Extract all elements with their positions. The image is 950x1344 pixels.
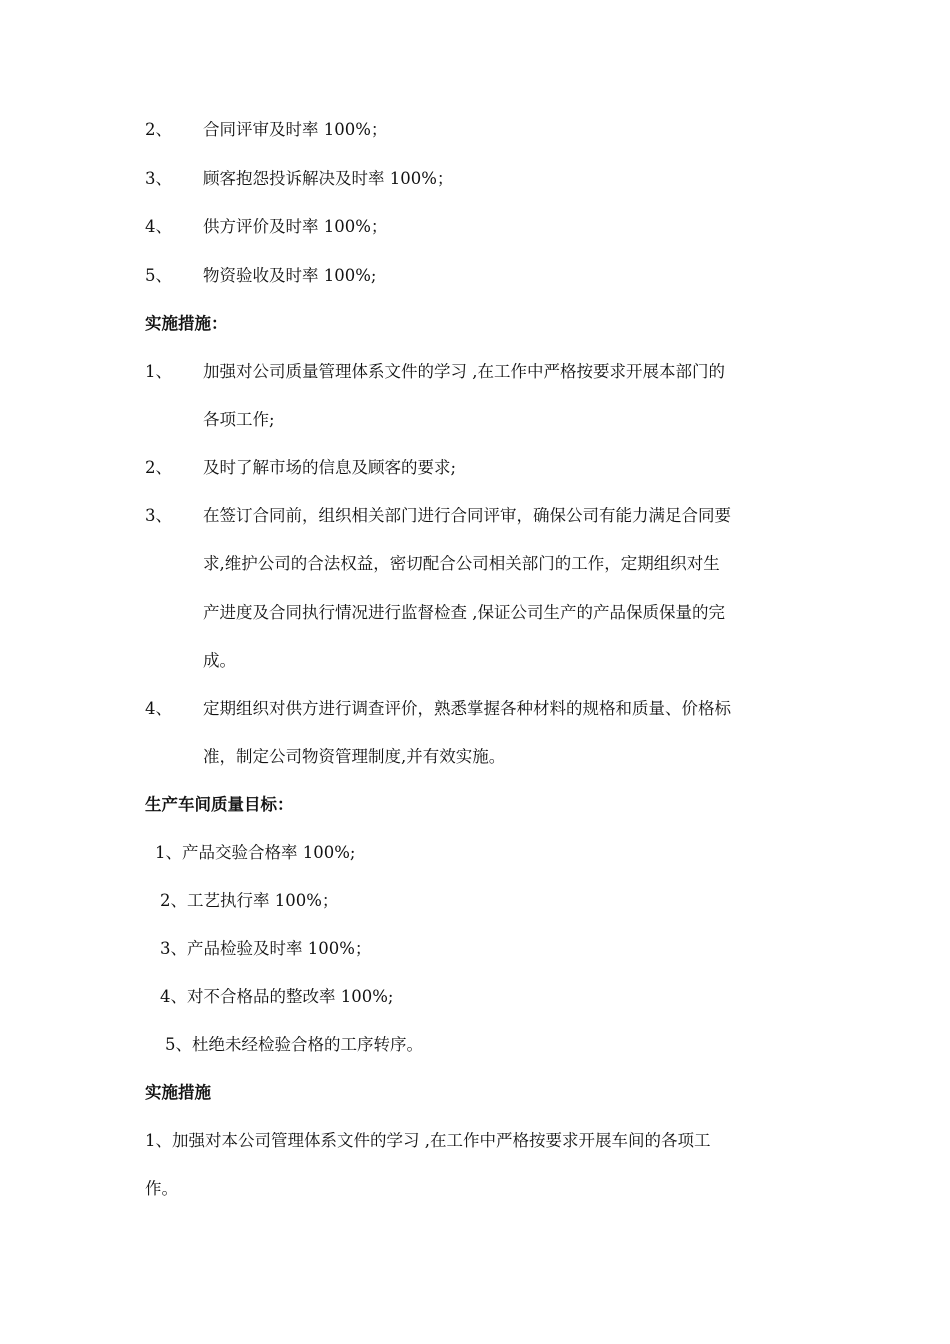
item-text: 成。	[203, 651, 236, 670]
item-number: 4、	[145, 217, 172, 236]
item-number: 3、	[145, 169, 172, 188]
item-text: 顾客抱怨投诉解决及时率 100%；	[203, 169, 454, 188]
item-text: 及时了解市场的信息及顾客的要求;	[203, 458, 457, 477]
section-heading-workshop: 生产车间质量目标：	[145, 795, 294, 814]
workshop-target-item: 2、工艺执行率 100%；	[160, 891, 339, 910]
item-text: 物资验收及时率 100%;	[203, 266, 377, 285]
item-text: 各项工作;	[203, 410, 275, 429]
workshop-target-item: 4、对不合格品的整改率 100%;	[160, 987, 394, 1006]
item-number: 1、	[145, 362, 172, 381]
item-text: 准，制定公司物资管理制度,并有效实施。	[203, 747, 506, 766]
item-text: 产进度及合同执行情况进行监督检查 ,保证公司生产的产品保质保量的完	[203, 603, 725, 622]
item-number: 4、	[145, 699, 172, 718]
item-text: 定期组织对供方进行调查评价，熟悉掌握各种材料的规格和质量、价格标	[203, 699, 731, 718]
workshop-target-item: 3、产品检验及时率 100%；	[160, 939, 372, 958]
item-number: 5、	[145, 266, 172, 285]
section-heading-measures-2: 实施措施	[145, 1083, 211, 1102]
measure-b-item-1-cont: 作。	[145, 1179, 178, 1198]
item-text: 供方评价及时率 100%；	[203, 217, 388, 236]
item-text: 在签订合同前，组织相关部门进行合同评审，确保公司有能力满足合同要	[203, 506, 731, 525]
section-heading-measures: 实施措施：	[145, 314, 228, 333]
item-text: 加强对公司质量管理体系文件的学习 ,在工作中严格按要求开展本部门的	[203, 362, 725, 381]
workshop-target-item: 5、杜绝未经检验合格的工序转序。	[165, 1035, 423, 1054]
item-number: 2、	[145, 458, 172, 477]
measure-b-item-1: 1、加强对本公司管理体系文件的学习 ,在工作中严格按要求开展车间的各项工	[145, 1131, 711, 1150]
item-text: 合同评审及时率 100%；	[203, 120, 388, 139]
item-number: 3、	[145, 506, 172, 525]
workshop-target-item: 1、产品交验合格率 100%;	[155, 843, 356, 862]
item-number: 2、	[145, 120, 172, 139]
item-text: 求,维护公司的合法权益，密切配合公司相关部门的工作，定期组织对生	[203, 554, 720, 573]
